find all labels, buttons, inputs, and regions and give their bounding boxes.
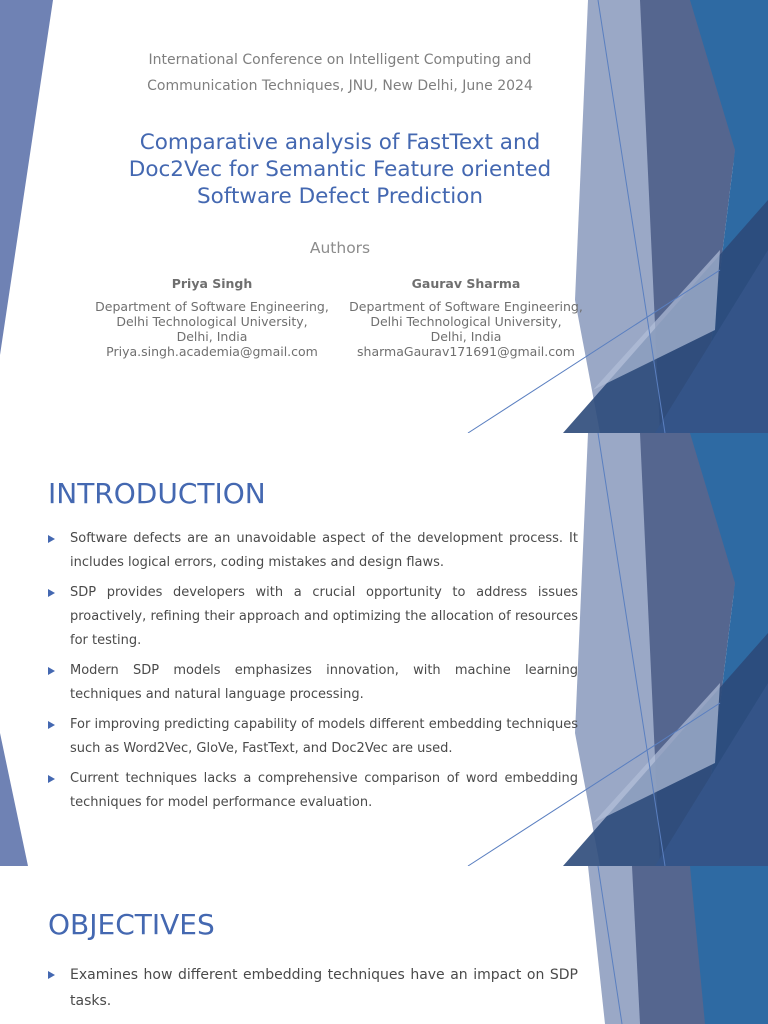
bullet-text: Current techniques lacks a comprehensive comparison of word embedding techniques for model performance evaluation.	[70, 771, 578, 810]
introduction-slide	[0, 433, 768, 866]
author-university: Delhi Technological University,	[370, 314, 562, 329]
bullet-item	[48, 713, 578, 761]
author-block	[341, 276, 591, 359]
bullet-item	[48, 767, 578, 815]
bullet-item	[48, 581, 578, 653]
bullet-item	[48, 527, 578, 575]
bullet-text: Software defects are an unavoidable aspect of the development process. It includes logical errors, coding mistakes and design flaws.	[70, 531, 578, 570]
author-university: Delhi Technological University,	[116, 314, 308, 329]
author-location: Delhi, India	[176, 329, 248, 344]
author-name: Gaurav Sharma	[411, 276, 521, 291]
bullet-item	[48, 962, 578, 1014]
bullet-list	[48, 527, 578, 821]
title-line-2: Doc2Vec for Semantic Feature oriented	[128, 157, 552, 182]
slide-heading: INTRODUCTION	[48, 477, 266, 510]
bullet-list	[48, 962, 578, 1020]
conference-line-2: Communication Techniques, JNU, New Delhi, June 2024	[147, 78, 533, 94]
title-line-3: Software Defect Prediction	[196, 184, 484, 209]
paper-title	[80, 129, 600, 210]
bullet-arrow-icon	[48, 775, 55, 783]
bullet-item	[48, 659, 578, 707]
bullet-text: Examines how different embedding techniques have an impact on SDP tasks.	[70, 967, 578, 1009]
bullet-text: Modern SDP models emphasizes innovation, with machine learning techniques and natural language processing.	[70, 663, 578, 702]
bullet-arrow-icon	[48, 971, 55, 979]
bullet-arrow-icon	[48, 535, 55, 543]
authors-heading: Authors	[309, 239, 371, 257]
bullet-arrow-icon	[48, 589, 55, 597]
bullet-arrow-icon	[48, 721, 55, 729]
title-line-1: Comparative analysis of FastText and	[139, 130, 541, 155]
author-block	[87, 276, 337, 359]
objectives-slide	[0, 866, 768, 1024]
bullet-text: For improving predicting capability of models different embedding techniques such as Word2Vec, GloVe, FastText, and Doc2Vec are used.	[70, 717, 578, 756]
author-email: sharmaGaurav171691@gmail.com	[357, 344, 575, 359]
author-name: Priya Singh	[171, 276, 253, 291]
author-email: Priya.singh.academia@gmail.com	[106, 344, 318, 359]
slide-heading: OBJECTIVES	[48, 908, 215, 941]
author-location: Delhi, India	[430, 329, 502, 344]
conference-line	[80, 47, 600, 99]
bullet-arrow-icon	[48, 667, 55, 675]
conference-line-1: International Conference on Intelligent Computing and	[148, 52, 532, 68]
author-department: Department of Software Engineering,	[95, 299, 329, 314]
bullet-text: SDP provides developers with a crucial opportunity to address issues proactively, refining their approach and optimizing the allocation of resources for testing.	[70, 585, 578, 648]
title-slide	[0, 0, 768, 433]
author-department: Department of Software Engineering,	[349, 299, 583, 314]
